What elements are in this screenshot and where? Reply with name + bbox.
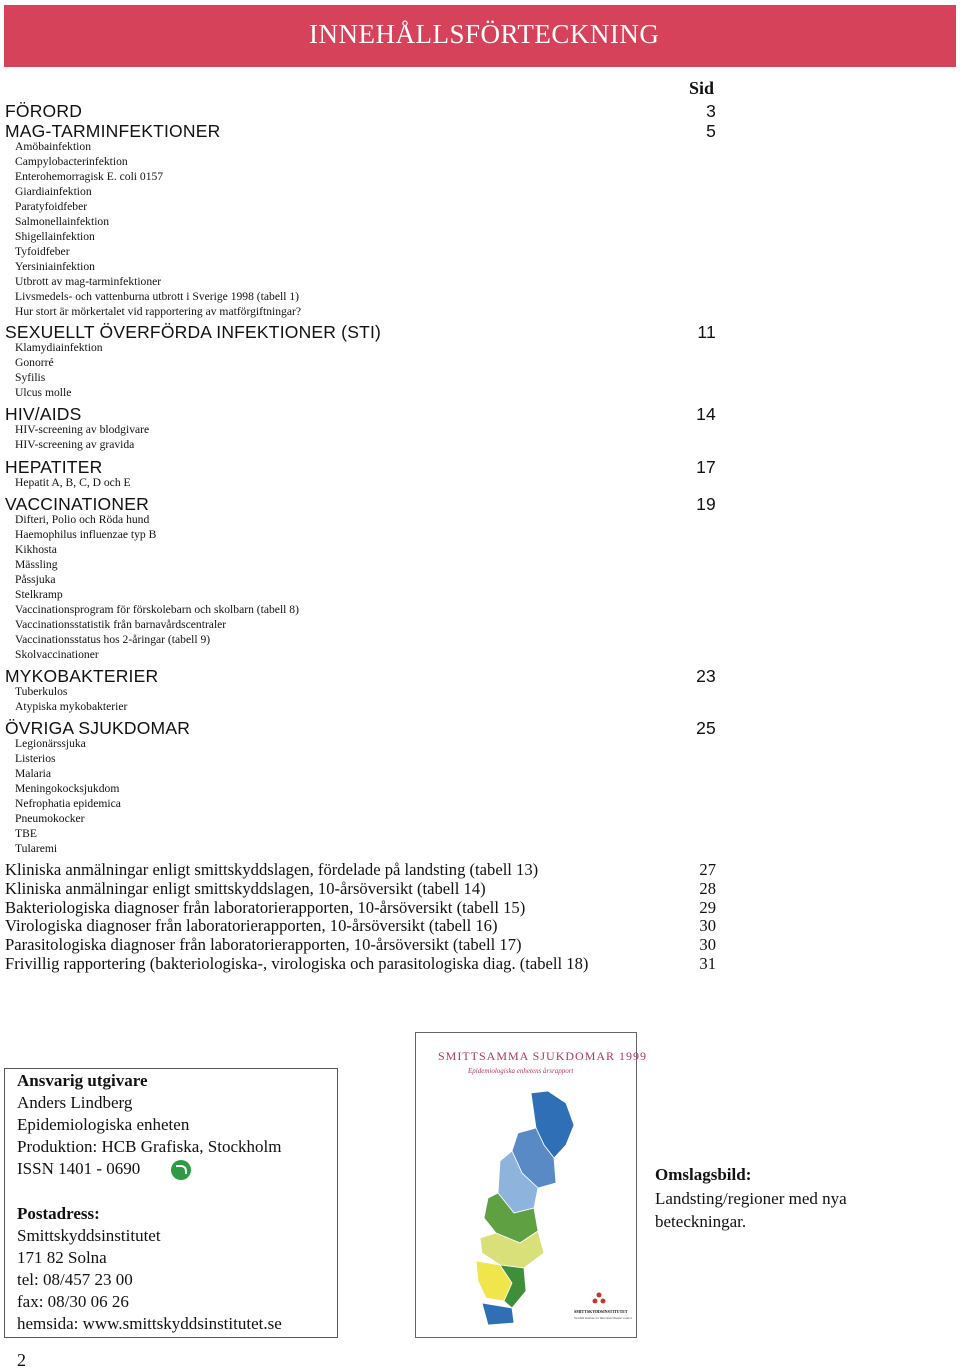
page-number: 2 bbox=[17, 1350, 26, 1370]
toc-section bbox=[0, 494, 960, 514]
publisher-line: Produktion: HCB Grafiska, Stockholm bbox=[17, 1137, 282, 1156]
phone-line: tel: 08/457 23 00 bbox=[17, 1270, 133, 1289]
toc-section bbox=[0, 666, 960, 686]
toc-subitem: Skolvaccinationer bbox=[15, 648, 99, 661]
toc-section-title: HIV/AIDS bbox=[5, 404, 82, 424]
publisher-box bbox=[4, 1068, 338, 1338]
toc-subitem: Atypiska mykobakterier bbox=[15, 700, 128, 713]
map-region bbox=[482, 1303, 514, 1325]
cover-institute-name: SMITTSKYDDSINSTITUTET bbox=[574, 1309, 628, 1314]
toc-subitem: Mässling bbox=[15, 558, 58, 571]
toc-subitem: Legionärssjuka bbox=[15, 737, 86, 750]
table-index-title: Virologiska diagnoser från laboratorierapporten, 10-årsöversikt (tabell 16) bbox=[5, 916, 498, 936]
toc-subitem: Vaccinationsstatus hos 2-åringar (tabell 9) bbox=[15, 633, 211, 646]
toc-page-number: 23 bbox=[696, 666, 716, 686]
issn-line: ISSN 1401 - 0690 bbox=[17, 1159, 141, 1178]
toc-page-number: 5 bbox=[706, 121, 716, 141]
cover-caption-label: Omslagsbild: bbox=[655, 1165, 752, 1184]
toc-subitem: Yersiniainfektion bbox=[15, 260, 95, 273]
toc-subitem: Difteri, Polio och Röda hund bbox=[15, 513, 150, 526]
toc-subitem: Campylobacterinfektion bbox=[15, 155, 128, 168]
toc-section bbox=[0, 322, 960, 342]
cover-subtitle: Epidemiologiska enhetens årsrapport bbox=[468, 1067, 574, 1075]
toc-subitem: Malaria bbox=[15, 767, 52, 780]
toc-subitem: Utbrott av mag-tarminfektioner bbox=[15, 275, 162, 288]
toc-subitem: Tyfoidfeber bbox=[15, 245, 70, 258]
table-index-title: Parasitologiska diagnoser från laboratorierapporten, 10-årsöversikt (tabell 17) bbox=[5, 935, 522, 955]
toc-subitem: Stelkramp bbox=[15, 588, 63, 601]
toc-page-number: 14 bbox=[696, 404, 716, 424]
table-index-title: Kliniska anmälningar enligt smittskyddslagen, 10-årsöversikt (tabell 14) bbox=[5, 878, 486, 898]
toc-page-number: 17 bbox=[696, 457, 716, 477]
toc-subitem: Meningokocksjukdom bbox=[15, 782, 120, 795]
toc-section-title: FÖRORD bbox=[5, 101, 83, 121]
toc-subitem: Paratyfoidfeber bbox=[15, 200, 88, 213]
toc-subitem: Enterohemorragisk E. coli 0157 bbox=[15, 170, 164, 183]
table-index-page: 30 bbox=[699, 916, 716, 936]
cover-caption-text: Landsting/regioner med nya beteckningar. bbox=[655, 1189, 847, 1231]
publisher-line: Epidemiologiska enheten bbox=[17, 1115, 190, 1134]
table-index-page: 27 bbox=[699, 860, 716, 879]
toc-section bbox=[0, 457, 960, 477]
table-index-title: Frivillig rapportering (bakteriologiska-, virologiska och parasitologiska diag. (tabell 18) bbox=[5, 954, 589, 973]
table-index-title: Bakteriologiska diagnoser från laboratorierapporten, 10-årsöversikt (tabell 15) bbox=[5, 897, 526, 917]
toc-subitem: Hur stort är mörkertalet vid rapportering av matförgiftningar? bbox=[15, 305, 301, 318]
toc-page-number: 3 bbox=[706, 101, 716, 121]
cover-image bbox=[415, 1032, 648, 1338]
toc-subitem: HIV-screening av gravida bbox=[15, 438, 135, 451]
toc-subitem: Klamydiainfektion bbox=[15, 341, 103, 354]
address-line: 171 82 Solna bbox=[17, 1248, 107, 1267]
toc-subitem: Vaccinationsprogram för förskolebarn och skolbarn (tabell 8) bbox=[15, 603, 299, 616]
cover-institute-subtitle: Swedish Institute for Infectious Disease Control bbox=[574, 1316, 632, 1320]
toc-section-title: ÖVRIGA SJUKDOMAR bbox=[5, 718, 191, 738]
toc-subitem: Tuberkulos bbox=[15, 685, 68, 698]
cover-title: SMITTSAMMA SJUKDOMAR 1999 bbox=[438, 1049, 648, 1063]
page-title: INNEHÅLLSFÖRTECKNING bbox=[309, 19, 660, 49]
toc-section bbox=[0, 101, 960, 121]
toc-subitem: Giardiainfektion bbox=[15, 185, 92, 198]
page-column-header: Sid bbox=[689, 78, 715, 98]
address-line: Smittskyddsinstitutet bbox=[17, 1226, 161, 1245]
toc-subitem: Amöbainfektion bbox=[15, 140, 91, 153]
table-index-page: 28 bbox=[699, 878, 716, 898]
table-index-page: 30 bbox=[699, 935, 716, 955]
toc-subitem: Listerios bbox=[15, 752, 56, 765]
table-index-row bbox=[0, 860, 960, 879]
toc-subitem: Ulcus molle bbox=[15, 386, 72, 399]
institute-logo-icon bbox=[592, 1292, 606, 1306]
toc-subitem: Nefrophatia epidemica bbox=[15, 797, 121, 810]
toc-section bbox=[0, 404, 960, 424]
toc-subitem: Vaccinationsstatistik från barnavårdscentraler bbox=[15, 618, 227, 631]
toc-section bbox=[0, 718, 960, 738]
toc-section-title: MYKOBAKTERIER bbox=[5, 666, 159, 686]
toc-subitem: Pneumokocker bbox=[15, 812, 85, 825]
toc-subitem: Syfilis bbox=[15, 371, 46, 384]
toc-subitem: Gonorré bbox=[15, 356, 54, 369]
website-line: hemsida: www.smittskyddsinstitutet.se bbox=[17, 1314, 282, 1333]
toc-subitem: Hepatit A, B, C, D och E bbox=[15, 476, 131, 489]
table-index-title: Kliniska anmälningar enligt smittskyddslagen, fördelade på landsting (tabell 13) bbox=[5, 860, 539, 879]
toc-section-title: VACCINATIONER bbox=[5, 494, 149, 514]
table-index-row bbox=[0, 954, 960, 973]
toc-subitem: Kikhosta bbox=[15, 543, 57, 556]
title-banner bbox=[4, 5, 956, 67]
toc-subitem: Haemophilus influenzae typ B bbox=[15, 528, 157, 541]
toc-section-title: SEXUELLT ÖVERFÖRDA INFEKTIONER (STI) bbox=[5, 322, 382, 342]
toc-page-number: 25 bbox=[696, 718, 716, 738]
toc-subitem: Salmonellainfektion bbox=[15, 215, 110, 228]
toc-page-number: 11 bbox=[697, 322, 716, 342]
table-index-page: 29 bbox=[699, 897, 716, 917]
address-heading: Postadress: bbox=[17, 1204, 100, 1223]
toc-subitem: Shigellainfektion bbox=[15, 230, 95, 243]
table-index-row bbox=[0, 898, 960, 917]
toc-section bbox=[0, 121, 960, 141]
fax-line: fax: 08/30 06 26 bbox=[17, 1292, 129, 1311]
toc-subitem: Tularemi bbox=[15, 842, 58, 855]
publisher-line: Anders Lindberg bbox=[17, 1093, 133, 1112]
toc-subitem: TBE bbox=[15, 827, 37, 840]
toc-subitem: Påssjuka bbox=[15, 573, 56, 586]
publisher-heading: Ansvarig utgivare bbox=[17, 1071, 148, 1090]
toc-section-title: HEPATITER bbox=[5, 457, 103, 477]
table-index-page: 31 bbox=[699, 954, 716, 973]
toc-page-number: 19 bbox=[696, 494, 716, 514]
toc-section-title: MAG-TARMINFEKTIONER bbox=[5, 121, 221, 141]
toc-subitem: Livsmedels- och vattenburna utbrott i Sverige 1998 (tabell 1) bbox=[15, 290, 299, 303]
table-index-row bbox=[0, 935, 960, 954]
toc-subitem: HIV-screening av blodgivare bbox=[15, 423, 150, 436]
nordic-swan-ecolabel-icon bbox=[171, 1160, 191, 1180]
table-index-row bbox=[0, 879, 960, 898]
table-index-row bbox=[0, 916, 960, 935]
